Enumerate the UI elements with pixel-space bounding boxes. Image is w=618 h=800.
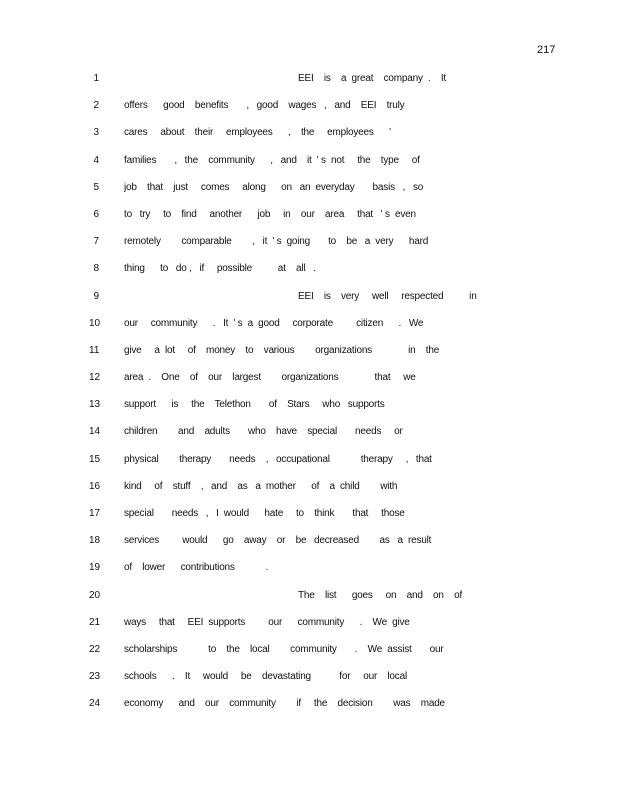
line-number: 24: [89, 698, 101, 710]
line-text: EEI is very well respected in: [298, 290, 477, 302]
line-text: area . One of our largest organizations that we: [124, 372, 416, 384]
transcript-line: [0, 643, 618, 670]
line-text: offers good benefits , good wages , and EEI truly: [124, 100, 405, 112]
line-text: of lower contributions .: [124, 562, 269, 574]
transcript-line: [0, 262, 618, 289]
transcript-line: [0, 616, 618, 643]
line-number: 22: [89, 643, 101, 655]
line-text: thing to do , if possible at all .: [124, 263, 316, 275]
line-text: special needs , I would hate to think that those: [124, 508, 405, 519]
line-number: 15: [89, 453, 101, 465]
line-number: 17: [89, 508, 101, 519]
transcript-line: [0, 208, 618, 235]
line-text: schools . It would be devastating for our local: [124, 671, 407, 683]
line-text: support is the Telethon of Stars who supports: [124, 399, 385, 411]
line-number: 11: [89, 344, 100, 356]
line-number: 13: [89, 399, 101, 411]
line-number: 7: [93, 236, 99, 248]
transcript-line: [0, 154, 618, 181]
line-text: children and adults who have special needs or: [124, 426, 403, 438]
transcript-line: [0, 235, 618, 262]
line-number: 2: [93, 100, 99, 112]
transcript-line: [0, 181, 618, 208]
transcript-line: [0, 507, 618, 534]
line-number: 1: [93, 73, 99, 84]
transcript-line: [0, 453, 618, 480]
line-number: 18: [89, 535, 101, 547]
line-text: remotely comparable , it ' s going to be a very hard: [124, 236, 429, 248]
line-text: kind of stuff , and as a mother of a child with: [124, 480, 398, 492]
line-text: EEI is a great company . It: [298, 73, 446, 84]
line-text: economy and our community if the decision was made: [124, 698, 445, 710]
transcript-line: [0, 290, 618, 317]
line-text: our community . It ' s a good corporate citizen . We: [124, 317, 424, 329]
transcript-line: [0, 72, 618, 99]
transcript-line: [0, 371, 618, 398]
line-text: The list goes on and on of: [298, 589, 463, 601]
line-number: 21: [89, 616, 101, 628]
line-number: 19: [89, 562, 101, 574]
transcript-body: [0, 72, 618, 725]
line-number: 6: [93, 208, 99, 220]
line-number: 5: [93, 181, 99, 193]
transcript-line: [0, 317, 618, 344]
line-number: 20: [89, 589, 101, 601]
transcript-line: [0, 425, 618, 452]
line-number: 4: [93, 154, 99, 166]
transcript-line: [0, 561, 618, 588]
line-number: 16: [89, 480, 101, 492]
transcript-line: [0, 344, 618, 371]
line-text: cares about their employees , the employees ': [124, 127, 391, 139]
line-text: ways that EEI supports our community . We give: [124, 616, 410, 628]
transcript-line: [0, 589, 618, 616]
transcript-line: [0, 398, 618, 425]
line-number: 8: [93, 263, 99, 275]
line-number: 23: [89, 671, 101, 683]
transcript-line: [0, 99, 618, 126]
line-text: job that just comes along on an everyday basis , so: [124, 181, 424, 193]
line-text: families , the community , and it ' s not the type of: [124, 154, 420, 166]
page-number: 217: [537, 44, 556, 56]
line-number: 12: [89, 372, 101, 384]
line-text: services would go away or be decreased as a result: [124, 535, 432, 547]
transcript-line: [0, 670, 618, 697]
line-number: 14: [89, 426, 101, 438]
transcript-line: [0, 697, 618, 724]
line-text: scholarships to the local community . We assist our: [124, 643, 444, 655]
line-text: to try to find another job in our area that ' s even: [124, 208, 416, 220]
line-text: physical therapy needs , occupational therapy , that: [124, 453, 432, 465]
line-number: 10: [89, 317, 101, 329]
line-number: 9: [93, 290, 99, 302]
transcript-line: [0, 480, 618, 507]
transcript-line: [0, 126, 618, 153]
line-text: give a lot of money to various organizations in the: [124, 344, 440, 356]
transcript-line: [0, 534, 618, 561]
line-number: 3: [93, 127, 99, 139]
